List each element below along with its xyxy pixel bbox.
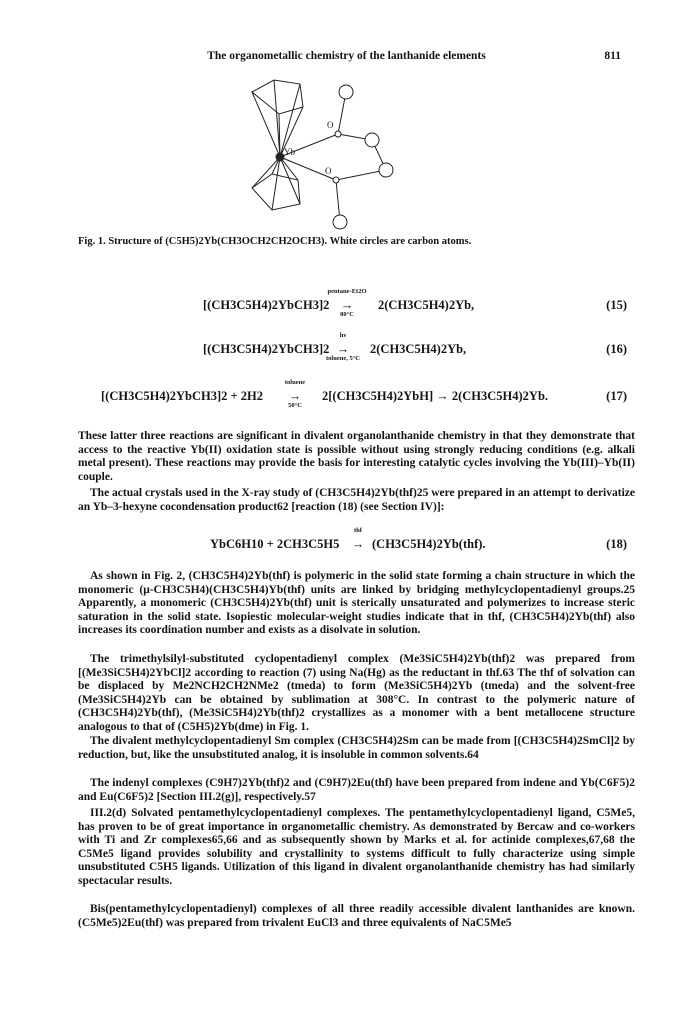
equation-number: (16): [606, 342, 627, 356]
equation-lhs: [(CH3C5H4)2YbCH3]2: [203, 298, 330, 312]
arrow-condition-above: toluene: [284, 379, 306, 386]
carbon-atom: [333, 215, 347, 229]
oxygen-atom: [335, 131, 341, 137]
carbon-atom: [339, 85, 353, 99]
equation-18: [0, 527, 693, 557]
equation-lhs: [(CH3C5H4)2YbCH3]2: [203, 342, 330, 356]
equation-lhs: [(CH3C5H4)2YbCH3]2 + 2H2: [101, 389, 263, 403]
carbon-atom: [365, 133, 379, 147]
equation-rhs: (CH3C5H4)2Yb(thf).: [372, 537, 486, 551]
carbon-atom: [379, 163, 393, 177]
equation-number: (18): [606, 537, 627, 551]
equation-number: (15): [606, 298, 627, 312]
page-number: 811: [604, 50, 621, 62]
reaction-arrow: toluene → 50°C: [270, 389, 320, 404]
arrow-condition-below: 50°C: [288, 402, 302, 409]
running-title: The organometallic chemistry of the lanthanide elements: [207, 50, 486, 62]
arrow-condition-below: 80°C: [340, 311, 354, 318]
arrow-condition-above: thf: [354, 527, 362, 534]
equation-lhs: YbC6H10 + 2CH3C5H5: [210, 537, 340, 551]
equation-16: [0, 332, 693, 362]
arrow-condition-above: hν: [339, 332, 347, 339]
atom-label-o1: O: [327, 120, 334, 130]
atom-label-yb: Yb: [284, 147, 295, 157]
arrow-condition-above: pentane-Et2O: [327, 288, 367, 295]
equation-rhs: 2(CH3C5H4)2Yb,: [378, 298, 475, 312]
equation-rhs: 2[(CH3C5H4)2YbH] → 2(CH3C5H4)2Yb.: [322, 389, 549, 403]
paragraph: These latter three reactions are significant in divalent organolanthanide chemistry in that they demonstrate that access to the reactive Yb(II) oxidation state is possible without using strongly reducing conditions (e.g. alkali metal present). These reactions may provide the basis for interesting catalytic cycles involving the Yb(III)–Yb(II) couple.: [78, 430, 635, 483]
paragraph: The indenyl complexes (C9H7)2Yb(thf)2 and (C9H7)2Eu(thf) have been prepared from indene and Yb(C6F5)2 and Eu(C6F5)2 [Section III.2(g)], respectively.57: [78, 777, 635, 803]
reaction-arrow: thf →: [346, 537, 370, 552]
equation-15: [0, 288, 693, 318]
paragraph: III.2(d) Solvated pentamethylcyclopentadienyl complexes. The pentamethylcyclopentadienyl ligand, C5Me5, has proven to be of great importance in organometallic chemistry. As demonstrated by Bercaw and co-workers with Ti and Zr complexes65,66 and as subsequently shown by Marks et al. for actinide complexes,67,68 the C5Me5 ligand provides solubility and crystallinity to systems difficult to fully characterize using simple unsubstituted C5H5 ligands. Utilization of this ligand in divalent organolanthanide chemistry has had similarly spectacular results.: [78, 807, 635, 887]
figure-caption: Fig. 1. Structure of (C5H5)2Yb(CH3OCH2CH2OCH3). White circles are carbon atoms.: [78, 236, 472, 247]
paragraph: The actual crystals used in the X-ray study of (CH3C5H4)2Yb(thf)25 were prepared in an attempt to derivatize an Yb–3-hexyne cocondensation product62 [reaction (18) (see Section IV)]:: [78, 487, 635, 513]
arrow-condition-below: toluene, 5°C: [325, 355, 360, 362]
oxygen-atom: [333, 177, 339, 183]
equation-17: [0, 379, 693, 409]
equation-number: (17): [606, 389, 627, 403]
reaction-arrow: hν → toluene, 5°C: [318, 342, 368, 357]
reaction-arrow: pentane-Et2O → 80°C: [322, 298, 372, 313]
equation-rhs: 2(CH3C5H4)2Yb,: [370, 342, 467, 356]
atom-label-o2: O: [325, 166, 332, 176]
paragraph: The trimethylsilyl-substituted cyclopentadienyl complex (Me3SiC5H4)2Yb(thf)2 was prepared from [(Me3SiC5H4)2YbCl]2 according to reaction (7) using Na(Hg) as the reductant in thf.63 The thf of solvation can be displaced by Me2NCH2CH2NMe2 (tmeda) to form (Me3SiC5H4)2Yb (tmeda) and the solvent-free (Me3SiC5H4)2Yb can be obtained by sublimation at 308°C. In contrast to the polymeric nature of (CH3C5H4)2Yb(thf), (Me3SiC5H4)2Yb(thf)2 crystallizes as a monomer with a bent metallocene structure analogous to that of (C5H5)2Yb(dme) in Fig. 1.: [78, 653, 635, 733]
paragraph: Bis(pentamethylcyclopentadienyl) complexes of all three readily accessible divalent lanthanides are known. (C5Me5)2Eu(thf) was prepared from trivalent EuCl3 and three equivalents of NaC5Me5: [78, 903, 635, 929]
paragraph: As shown in Fig. 2, (CH3C5H4)2Yb(thf) is polymeric in the solid state forming a chain structure in which the monomeric (μ-CH3C5H4)(CH3C5H4)Yb(thf) units are linked by bridging methylcyclopentadienyl groups.25 Apparently, a monomeric (CH3C5H4)2Yb(thf) unit is sterically unsaturated and polymerizes to increase steric saturation in the solid state. Isopiestic molecular-weight studies indicate that in thf, (CH3C5H4)2Yb(thf) also increases its coordination number and exists as a disolvate in solution.: [78, 570, 635, 636]
paragraph: The divalent methylcyclopentadienyl Sm complex (CH3C5H4)2Sm can be made from [(CH3C5H4)2SmCl]2 by reduction, but, like the unsubstituted analog, it is insoluble in common solvents.64: [78, 735, 635, 761]
molecular-structure-figure: [200, 62, 490, 252]
